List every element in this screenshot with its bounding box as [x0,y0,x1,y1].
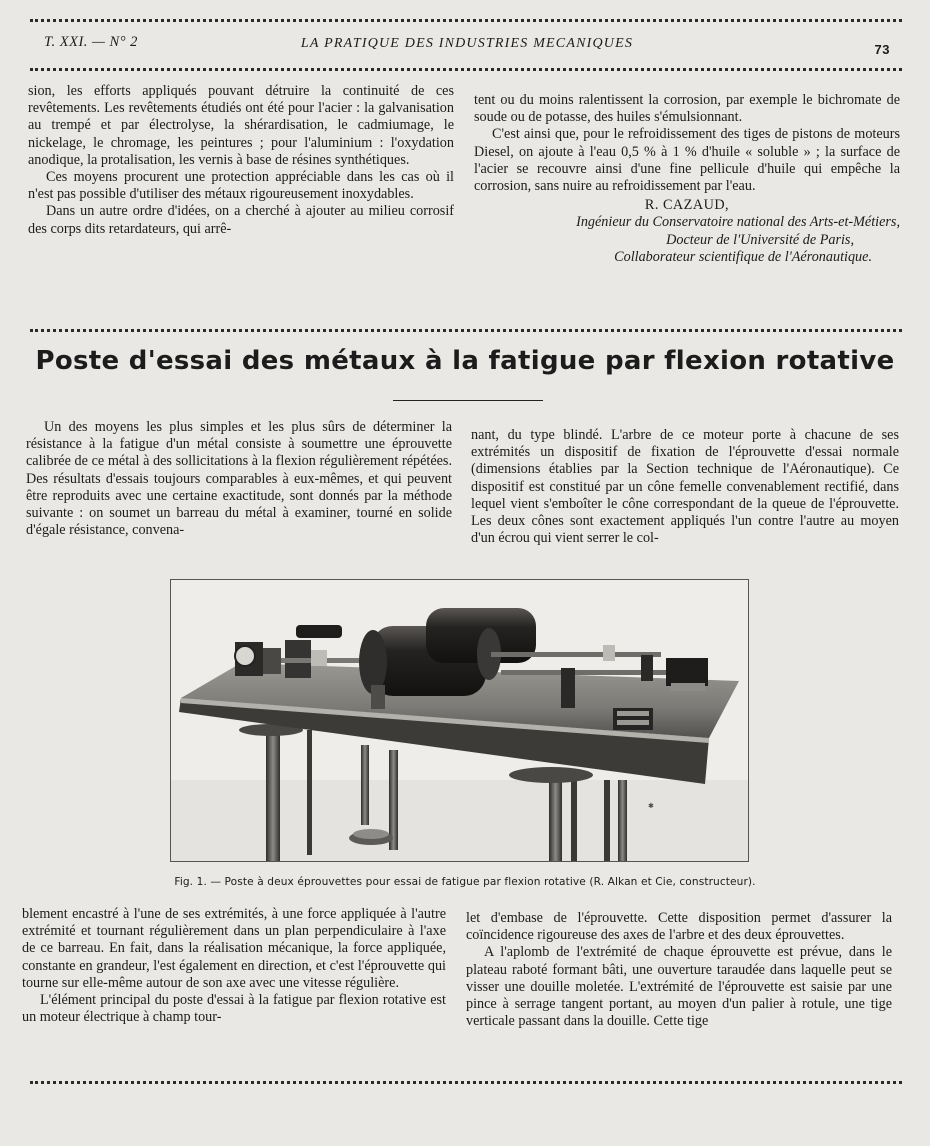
article-title: Poste d'essai des métaux à la fatigue par flexion rotative [35,346,895,376]
paragraph: blement encastré à l'une de ses extrémités, à une force appliquée à l'autre extrémité et tournant régulièrement dans un plan perpendiculaire à l'axe de ce barreau. En fait, dans la réalisation mécanique, la force appliquée, constante en grandeur, l'est également en direction, et c'est l'éprouvette qui tourne sur elle-même autour de son axe avec une vitesse régulière. [22,906,446,991]
paragraph: Un des moyens les plus simples et les plus sûrs de déterminer la résistance à la fatigue d'un métal consiste à soumettre une éprouvette calibrée de ce métal à des sollicitations à la flexion régulièrement répétées. Des résultats d'essais toujours comparables à eux-mêmes, et qui peuvent être reproduits avec une certaine exactitude, sont donnés par la méthode suivante : on soumet un barreau du métal à examiner, tourné en solide d'égale résistance, convena- [26,419,452,539]
article-top-left-column [26,419,452,539]
footer-rule [30,1081,902,1084]
paragraph: let d'embase de l'éprouvette. Cette disposition permet d'assurer la coïncidence rigoureuse des axes de l'arbre et des deux éprouvettes. [466,910,892,944]
article-bottom-left-column [22,906,446,1026]
svg-text:✱: ✱ [648,802,654,810]
author-title-2: Docteur de l'Université de Paris, [666,231,854,248]
journal-title: LA PRATIQUE DES INDUSTRIES MECANIQUES [300,36,634,51]
paragraph: Dans un autre ordre d'idées, on a cherché à ajouter au milieu corrosif des corps dits retardateurs, qui arrê- [28,203,454,237]
fatigue-testing-machine-photo [171,580,748,861]
title-underline [393,400,543,401]
prev-article-right-column [474,92,900,266]
prev-article-left-column [28,83,454,238]
author-title-1: Ingénieur du Conservatoire national des Arts-et-Métiers, [576,214,900,231]
author-signature [474,197,900,266]
article-bottom-right-column [466,910,892,1030]
paragraph: C'est ainsi que, pour le refroidissement des tiges de pistons de moteurs Diesel, on ajoute à l'eau 0,5 % à 1 % d'huile « soluble » ; la surface de l'acier se recouvre ainsi d'une fine pellicule d'huile qui empêche la corrosion, sans nuire au refroidissement par l'eau. [474,126,900,195]
article-top-right-column [471,427,899,547]
header-bottom-rule [30,68,902,71]
author-title-3: Collaborateur scientifique de l'Aéronautique. [614,248,872,265]
section-divider [30,329,902,332]
paragraph: nant, du type blindé. L'arbre de ce moteur porte à chacune de ses extrémités un dispositif de fixation de l'éprouvette d'essai normale (dimensions établies par la Section technique de l'Aéronautique). Ce dispositif est constitué par un cône femelle convenablement rectifié, dans lequel vient s'emboîter le cône correspondant de la queue de l'éprouvette. Les deux cônes sont exactement appliqués l'un contre l'autre au moyen d'un écrou qui vient serrer le col- [471,427,899,547]
paragraph: sion, les efforts appliqués pouvant détruire la continuité de ces revêtements. Les revêtements étudiés ont été pour l'acier : la galvanisation au trempé et par électrolyse, la shérardisation, le cadmiumage, le nickelage, le chromage, les peintures ; pour l'aluminium : l'oxydation anodique, la protalisation, les vernis à base de résines synthétiques. [28,83,454,168]
figure-caption: Fig. 1. — Poste à deux éprouvettes pour essai de fatigue par flexion rotative (R. Alkan et Cie, constructeur). [174,876,756,888]
page-number: 73 [874,42,890,57]
volume-number: T. XXI. — N° 2 [44,34,138,50]
author-name: R. CAZAUD, [644,197,730,214]
header-top-rule [30,19,902,22]
paragraph: Ces moyens procurent une protection appréciable dans les cas où il n'est pas possible d'utiliser des métaux rigoureusement inoxydables. [28,169,454,203]
paragraph: A l'aplomb de l'extrémité de chaque éprouvette est prévue, dans le plateau raboté formant bâti, une ouverture taraudée dans laquelle peut se visser une douille moletée. L'extrémité de l'éprouvette est saisie par une pince à serrage tangent portant, au moyen d'un palier à rotule, une tige verticale passant dans la douille. Cette tige [466,944,892,1030]
figure-photo [170,579,749,862]
paragraph: tent ou du moins ralentissent la corrosion, par exemple le bichromate de soude ou de potasse, des huiles s'émulsionnant. [474,92,900,126]
paragraph: L'élément principal du poste d'essai à la fatigue par flexion rotative est un moteur électrique à champ tour- [22,992,446,1026]
running-header [44,30,890,58]
